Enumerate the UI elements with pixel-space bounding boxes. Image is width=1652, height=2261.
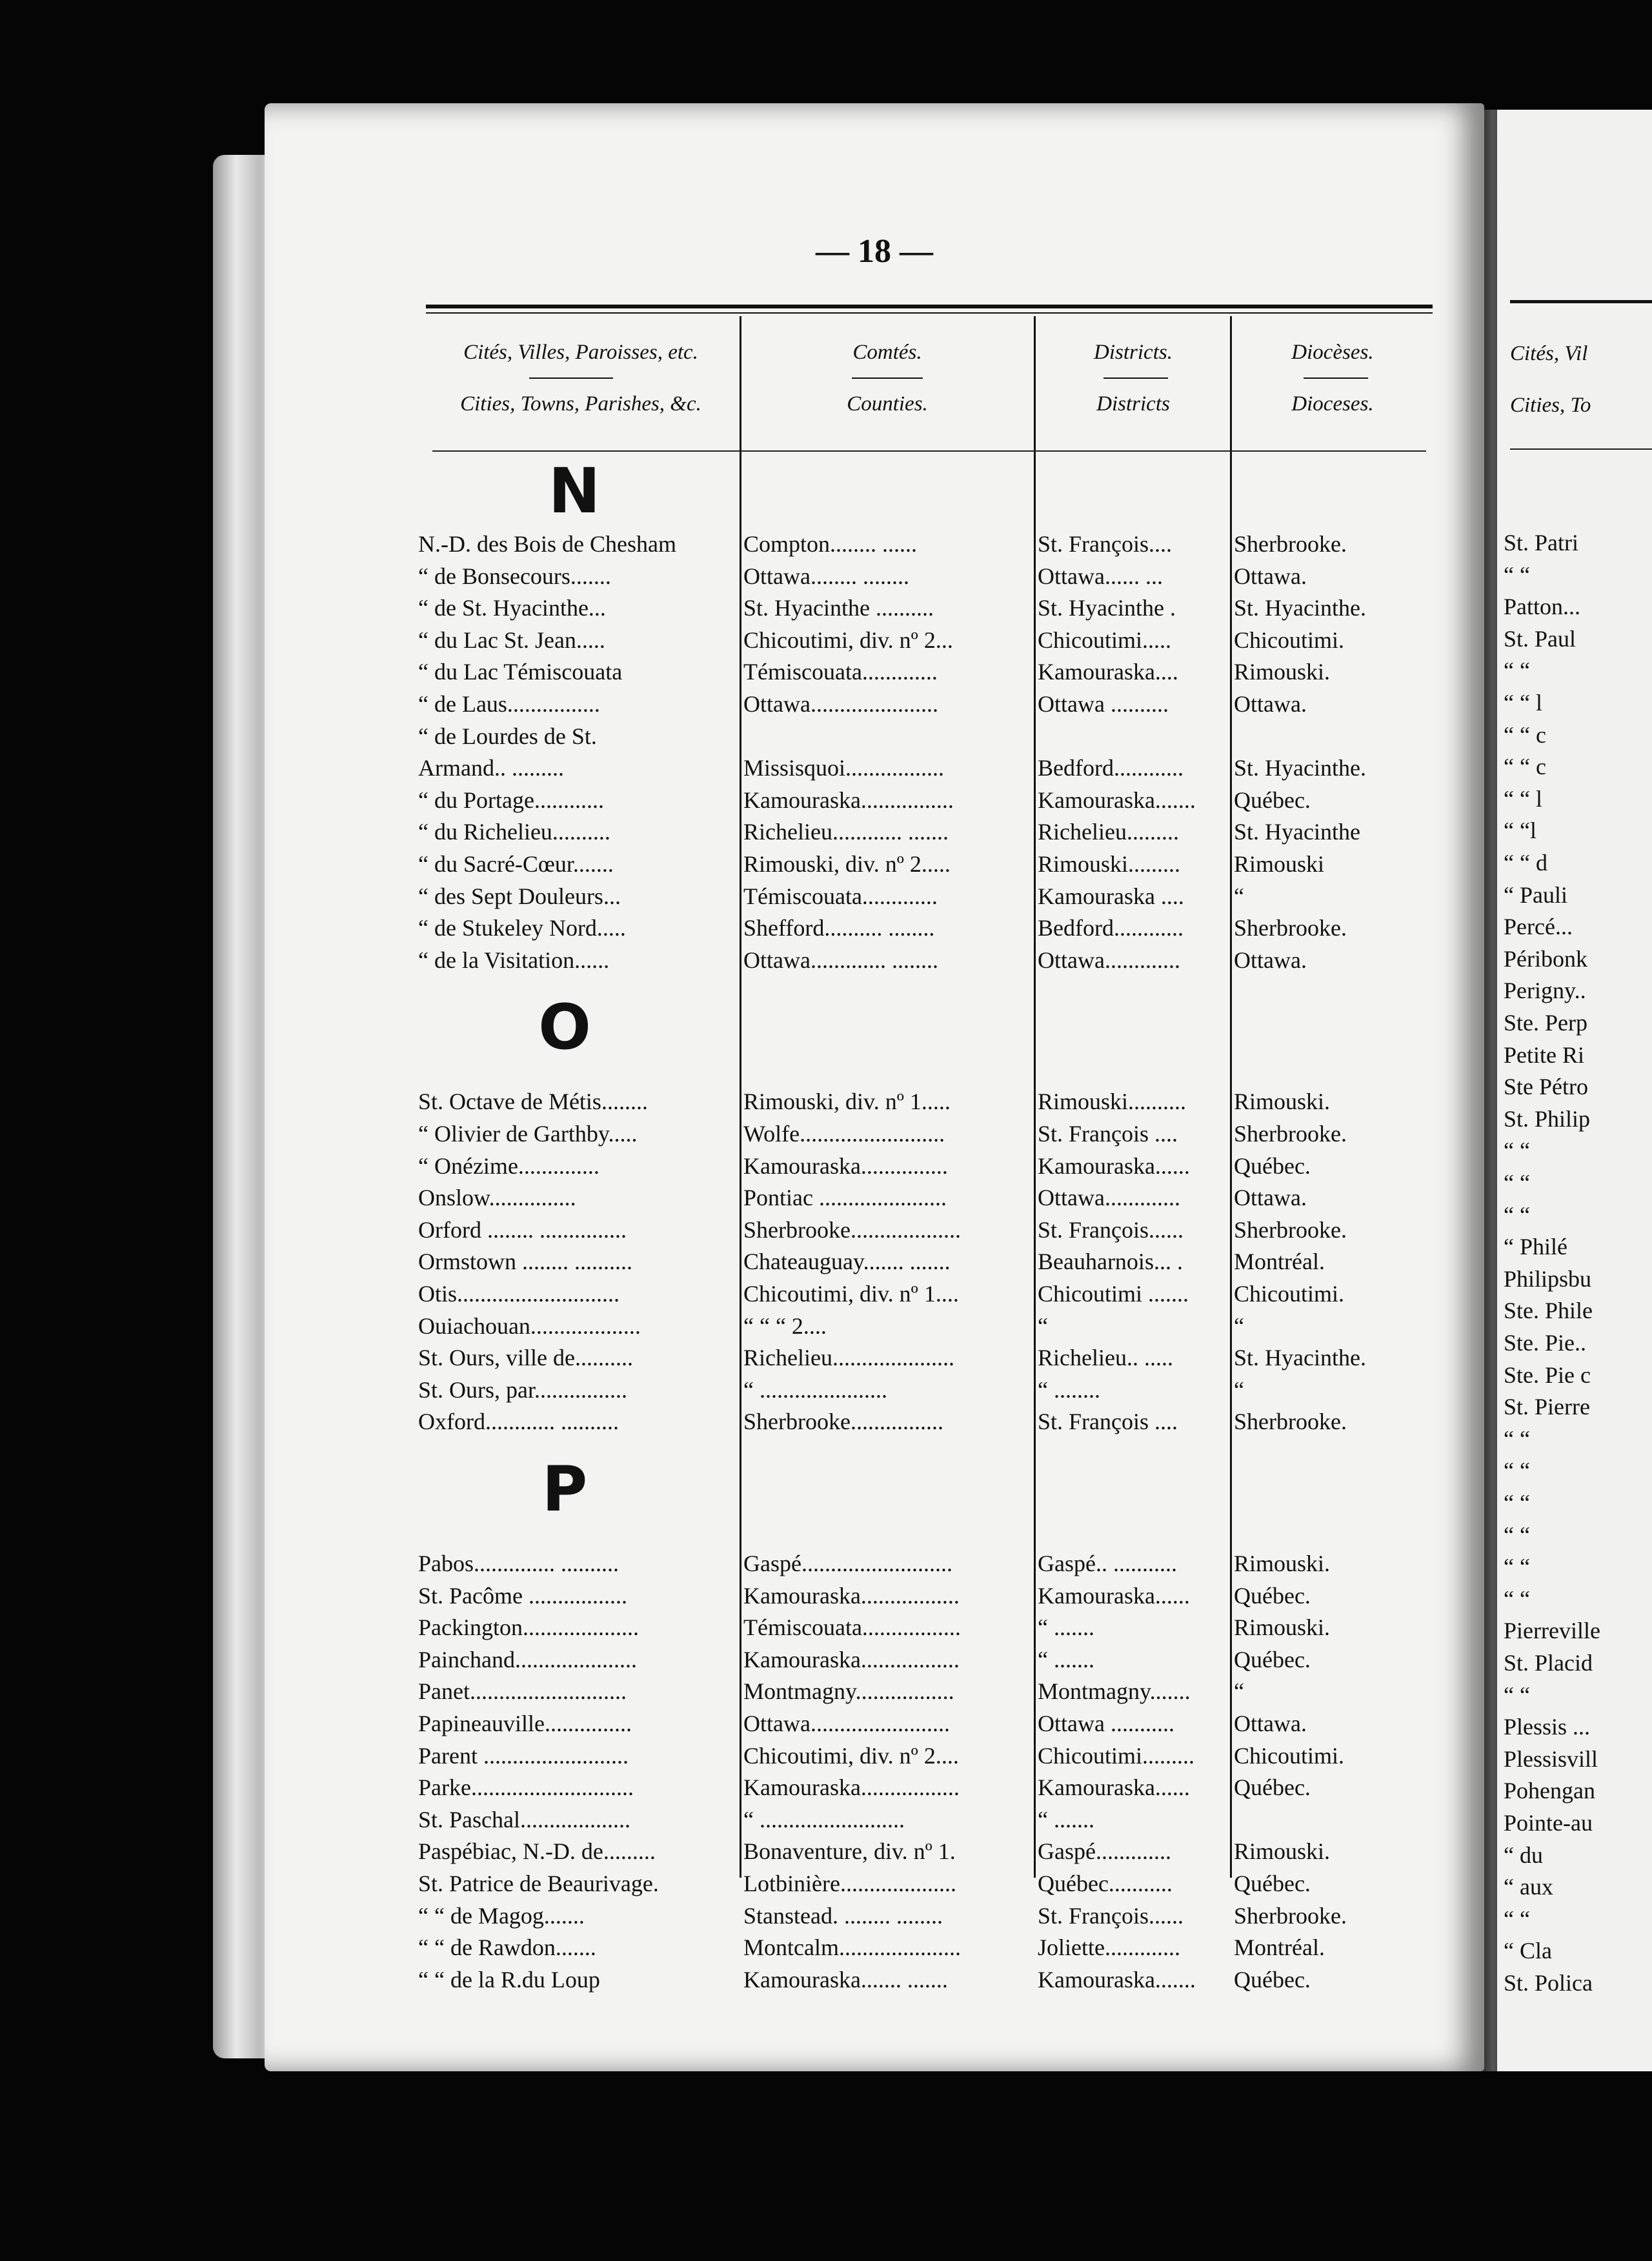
- section-letter: P: [541, 1453, 588, 1525]
- facing-entry: “ Philé: [1504, 1234, 1567, 1260]
- district-cell: Joliette.............: [1038, 1934, 1180, 1961]
- top-rule-thin: [426, 312, 1433, 314]
- district-cell: Chicoutimi.....: [1038, 627, 1171, 653]
- table-row: [265, 1152, 1484, 1185]
- facing-entry: Ste Pétro: [1504, 1074, 1588, 1100]
- district-cell: Rimouski..........: [1038, 1089, 1187, 1115]
- place-cell: Oxford............ ..........: [418, 1409, 619, 1435]
- facing-entry: Ste. Phile: [1504, 1298, 1593, 1324]
- diocese-cell: Sherbrooke.: [1234, 1902, 1347, 1929]
- facing-entry: “ “: [1504, 1905, 1530, 1932]
- county-cell: Rimouski, div. nº 2.....: [743, 851, 951, 877]
- diocese-cell: Rimouski.: [1234, 659, 1331, 685]
- facing-entry: Philipsbu: [1504, 1265, 1592, 1292]
- place-cell: Packington....................: [418, 1614, 639, 1641]
- table-row: [265, 1408, 1484, 1440]
- county-cell: Richelieu............ .......: [743, 819, 949, 845]
- district-cell: Ottawa ..........: [1038, 691, 1169, 717]
- district-cell: Kamouraska.......: [1038, 1966, 1196, 1993]
- district-cell: Ottawa ...........: [1038, 1711, 1174, 1736]
- place-cell: “ du Portage............: [418, 787, 604, 813]
- header-counties-en: Counties.: [847, 392, 928, 416]
- county-cell: Témiscouata.................: [743, 1614, 961, 1641]
- facing-entry: “ “: [1504, 1585, 1530, 1612]
- table-row: [265, 1614, 1484, 1646]
- diocese-cell: Sherbrooke.: [1234, 1409, 1347, 1435]
- district-cell: St. François......: [1038, 1902, 1184, 1929]
- facing-entry: “ “ d: [1504, 850, 1547, 876]
- county-cell: Ottawa......................: [743, 691, 938, 717]
- place-cell: “ “ de Rawdon.......: [418, 1934, 596, 1961]
- table-row: [265, 1312, 1484, 1345]
- section-letter: O: [538, 991, 591, 1064]
- table-row: [265, 1120, 1484, 1152]
- diocese-cell: St. Hyacinthe.: [1234, 1345, 1366, 1371]
- facing-entry: St. Paul: [1504, 625, 1576, 652]
- diocese-cell: Chicoutimi.: [1234, 1281, 1344, 1307]
- table-row: [265, 914, 1484, 947]
- diocese-cell: Ottawa.: [1234, 947, 1307, 973]
- county-cell: Compton........ ......: [743, 531, 918, 557]
- top-rule: [426, 305, 1433, 308]
- diocese-cell: St. Hyacinthe.: [1234, 595, 1366, 621]
- facing-entry: St. Patri: [1504, 530, 1579, 556]
- facing-entry: Plessis ...: [1504, 1714, 1591, 1740]
- page-number: — 18 —: [816, 233, 933, 270]
- district-cell: Ottawa.............: [1038, 1185, 1180, 1211]
- county-cell: Chicoutimi, div. nº 2....: [743, 1742, 959, 1769]
- facing-entry: St. Pierre: [1504, 1394, 1590, 1420]
- district-cell: Chicoutimi .......: [1038, 1281, 1189, 1307]
- table-row: [265, 1774, 1484, 1806]
- table-row: [265, 1870, 1484, 1902]
- facing-entry: “ Pauli: [1504, 881, 1567, 908]
- table-row: [265, 563, 1484, 595]
- table-row: [265, 530, 1484, 563]
- table-row: [265, 627, 1484, 659]
- table-row: [265, 818, 1484, 850]
- header-dash: [1103, 377, 1168, 379]
- section-letter: N: [548, 455, 601, 527]
- diocese-cell: Rimouski.: [1234, 1838, 1331, 1865]
- header-places-en: Cities, Towns, Parishes, &c.: [460, 392, 701, 416]
- district-cell: Kamouraska....: [1038, 659, 1178, 685]
- facing-entry: “ du: [1504, 1842, 1543, 1868]
- table-row: [265, 1710, 1484, 1742]
- facing-header-en: Cities, To: [1510, 394, 1591, 417]
- table-row: [265, 1838, 1484, 1870]
- diocese-cell: Québec.: [1234, 1774, 1311, 1801]
- district-cell: Rimouski.........: [1038, 851, 1181, 877]
- facing-entry: Ste. Pie c: [1504, 1362, 1591, 1388]
- district-cell: “ ........: [1038, 1376, 1100, 1403]
- district-cell: Montmagny.......: [1038, 1678, 1191, 1705]
- place-cell: “ “ de la R.du Loup: [418, 1966, 600, 1993]
- facing-entry: Ste. Perp: [1504, 1010, 1587, 1036]
- place-cell: “ de Bonsecours.......: [418, 563, 611, 589]
- diocese-cell: “: [1234, 883, 1244, 909]
- place-cell: St. Paschal...................: [418, 1806, 630, 1833]
- place-cell: “ de Lourdes de St.: [418, 723, 597, 749]
- district-cell: “ .......: [1038, 1614, 1094, 1641]
- table-row: [265, 1934, 1484, 1966]
- place-cell: “ de la Visitation......: [418, 947, 610, 973]
- table-row: [265, 1376, 1484, 1409]
- county-cell: Chicoutimi, div. nº 1....: [743, 1281, 959, 1307]
- district-cell: Richelieu.. .....: [1038, 1345, 1173, 1371]
- place-cell: Parke............................: [418, 1774, 634, 1801]
- place-cell: “ du Sacré-Cœur.......: [418, 851, 614, 877]
- place-cell: “ du Lac Témiscouata: [418, 659, 623, 685]
- diocese-cell: Sherbrooke.: [1234, 915, 1347, 941]
- county-cell: Kamouraska................: [743, 787, 954, 813]
- district-cell: Kamouraska ....: [1038, 883, 1184, 909]
- place-cell: “ Olivier de Garthby.....: [418, 1121, 638, 1147]
- table-row: [265, 850, 1484, 883]
- diocese-cell: Québec.: [1234, 1582, 1311, 1609]
- county-cell: Ottawa........................: [743, 1711, 950, 1736]
- county-cell: Montcalm.....................: [743, 1934, 961, 1961]
- district-cell: Chicoutimi.........: [1038, 1742, 1194, 1769]
- place-cell: St. Ours, par................: [418, 1376, 627, 1403]
- facing-entry: “ “: [1504, 1458, 1530, 1484]
- place-cell: “ de Stukeley Nord.....: [418, 915, 626, 941]
- diocese-cell: Sherbrooke.: [1234, 1121, 1347, 1147]
- facing-entry: “ “: [1504, 561, 1530, 588]
- facing-entry: “ “: [1504, 1201, 1530, 1228]
- place-cell: Paspébiac, N.-D. de.........: [418, 1838, 656, 1865]
- facing-entry: “ “: [1504, 1682, 1530, 1708]
- header-places-fr: Cités, Villes, Paroisses, etc.: [463, 341, 698, 364]
- district-cell: Kamouraska......: [1038, 1152, 1190, 1179]
- facing-entry: Patton...: [1504, 594, 1581, 620]
- diocese-cell: St. Hyacinthe.: [1234, 755, 1366, 781]
- county-cell: Richelieu.....................: [743, 1345, 954, 1371]
- place-cell: Painchand.....................: [418, 1646, 637, 1673]
- facing-top-rule: [1510, 300, 1652, 303]
- diocese-cell: “: [1234, 1312, 1244, 1339]
- place-cell: Ormstown ........ ..........: [418, 1249, 632, 1275]
- facing-entry: “ “l: [1504, 818, 1536, 844]
- county-cell: Pontiac ......................: [743, 1185, 947, 1211]
- diocese-cell: Montréal.: [1234, 1249, 1325, 1275]
- district-cell: St. François......: [1038, 1216, 1184, 1243]
- diocese-cell: Rimouski: [1234, 851, 1325, 877]
- table-row: [265, 754, 1484, 787]
- diocese-cell: Québec.: [1234, 1646, 1311, 1673]
- diocese-cell: Ottawa.: [1234, 1185, 1307, 1211]
- facing-entry: Petite Ri: [1504, 1041, 1584, 1068]
- county-cell: Gaspé..........................: [743, 1551, 952, 1576]
- header-districts-fr: Districts.: [1094, 341, 1173, 364]
- place-cell: St. Patrice de Beaurivage.: [418, 1871, 659, 1896]
- facing-entry: “ “: [1504, 1490, 1530, 1516]
- diocese-cell: Rimouski.: [1234, 1089, 1331, 1115]
- facing-entry: “ aux: [1504, 1874, 1553, 1900]
- district-cell: Kamouraska......: [1038, 1774, 1190, 1801]
- facing-header-fr: Cités, Vil: [1510, 342, 1588, 365]
- place-cell: Ouiachouan...................: [418, 1312, 641, 1339]
- facing-entry: “ “ c: [1504, 721, 1546, 748]
- diocese-cell: Québec.: [1234, 1871, 1311, 1896]
- facing-entry: St. Placid: [1504, 1650, 1593, 1676]
- place-cell: Parent .........................: [418, 1742, 629, 1769]
- diocese-cell: Ottawa.: [1234, 691, 1307, 717]
- county-cell: Kamouraska.................: [743, 1774, 960, 1801]
- district-cell: Bedford............: [1038, 915, 1184, 941]
- diocese-cell: Québec.: [1234, 1152, 1311, 1179]
- facing-entry: Percé...: [1504, 914, 1573, 940]
- place-cell: St. Ours, ville de..........: [418, 1345, 633, 1371]
- county-cell: Lotbinière....................: [743, 1871, 956, 1896]
- diocese-cell: St. Hyacinthe: [1234, 819, 1360, 845]
- table-row: [265, 690, 1484, 723]
- facing-entry: Perigny..: [1504, 978, 1586, 1004]
- county-cell: “ .........................: [743, 1806, 905, 1833]
- table-row: [265, 658, 1484, 690]
- diocese-cell: “: [1234, 1678, 1244, 1705]
- diocese-cell: Chicoutimi.: [1234, 627, 1344, 653]
- county-cell: “ ......................: [743, 1376, 887, 1403]
- header-counties-fr: Comtés.: [852, 341, 922, 364]
- district-cell: St. François....: [1038, 531, 1173, 557]
- district-cell: Québec...........: [1038, 1871, 1173, 1896]
- place-cell: “ de Laus................: [418, 691, 600, 717]
- district-cell: St. François ....: [1038, 1409, 1178, 1435]
- county-cell: St. Hyacinthe ..........: [743, 595, 934, 621]
- district-cell: Kamouraska......: [1038, 1582, 1190, 1609]
- place-cell: Papineauville...............: [418, 1711, 632, 1736]
- county-cell: Kamouraska...............: [743, 1152, 948, 1179]
- facing-entry: St. Polica: [1504, 1970, 1593, 1996]
- diocese-cell: Sherbrooke.: [1234, 1216, 1347, 1243]
- table-row: [265, 1678, 1484, 1710]
- facing-entry: Ste. Pie..: [1504, 1330, 1587, 1356]
- table-row: [265, 1966, 1484, 1998]
- table-row: [265, 947, 1484, 979]
- facing-entry: “ “ l: [1504, 785, 1542, 812]
- header-dioceses-en: Dioceses.: [1291, 392, 1374, 416]
- table-row: [265, 1216, 1484, 1249]
- facing-entry: Pointe-au: [1504, 1810, 1593, 1836]
- table-row: [265, 594, 1484, 627]
- district-cell: Beauharnois... .: [1038, 1249, 1183, 1275]
- header-dash: [529, 377, 613, 379]
- diocese-cell: Ottawa.: [1234, 1711, 1307, 1736]
- county-cell: Missisquoi.................: [743, 755, 945, 781]
- place-cell: Orford ........ ...............: [418, 1216, 627, 1243]
- place-cell: Otis............................: [418, 1281, 620, 1307]
- county-cell: Sherbrooke................: [743, 1409, 943, 1435]
- county-cell: Kamouraska.................: [743, 1582, 960, 1609]
- county-cell: “ “ “ 2....: [743, 1312, 827, 1339]
- place-cell: “ Onézime..............: [418, 1152, 599, 1179]
- district-cell: St. François ....: [1038, 1121, 1178, 1147]
- place-cell: “ du Lac St. Jean.....: [418, 627, 605, 653]
- district-cell: “ .......: [1038, 1646, 1094, 1673]
- diocese-cell: “: [1234, 1376, 1244, 1403]
- facing-entry: “ “: [1504, 658, 1530, 684]
- county-cell: Bonaventure, div. nº 1.: [743, 1838, 956, 1865]
- county-cell: Sherbrooke...................: [743, 1216, 961, 1243]
- table-row: [265, 1344, 1484, 1376]
- place-cell: Armand.. .........: [418, 755, 564, 781]
- county-cell: Témiscouata.............: [743, 883, 938, 909]
- table-row: [265, 723, 1484, 755]
- county-cell: Montmagny.................: [743, 1678, 954, 1705]
- facing-entry: Pierreville: [1504, 1618, 1600, 1644]
- place-cell: Panet...........................: [418, 1678, 627, 1705]
- diocese-cell: Québec.: [1234, 787, 1311, 813]
- county-cell: Chateauguay....... .......: [743, 1249, 951, 1275]
- place-cell: “ de St. Hyacinthe...: [418, 595, 606, 621]
- district-cell: Gaspé.. ...........: [1038, 1551, 1177, 1576]
- facing-entry: “ Cla: [1504, 1938, 1552, 1964]
- diocese-cell: Chicoutimi.: [1234, 1742, 1344, 1769]
- facing-entry: Pohengan: [1504, 1778, 1595, 1804]
- facing-entry: “ “ l: [1504, 690, 1542, 716]
- table-row: [265, 883, 1484, 915]
- facing-entry: “ “: [1504, 1554, 1530, 1580]
- district-cell: Ottawa.............: [1038, 947, 1180, 973]
- table-row: [265, 787, 1484, 819]
- place-cell: St. Pacôme .................: [418, 1582, 627, 1609]
- facing-entry: St. Philip: [1504, 1105, 1591, 1132]
- county-cell: Témiscouata.............: [743, 659, 938, 685]
- district-cell: Ottawa...... ...: [1038, 563, 1163, 589]
- table-row: [265, 1280, 1484, 1312]
- county-cell: Chicoutimi, div. nº 2...: [743, 627, 953, 653]
- table-row: [265, 1184, 1484, 1216]
- county-cell: Ottawa........ ........: [743, 563, 909, 589]
- header-dash: [852, 377, 923, 379]
- county-cell: Ottawa............. ........: [743, 947, 938, 973]
- diocese-cell: Québec.: [1234, 1966, 1311, 1993]
- place-cell: Onslow...............: [418, 1185, 576, 1211]
- diocese-cell: Rimouski.: [1234, 1614, 1331, 1641]
- district-cell: Bedford............: [1038, 755, 1184, 781]
- county-cell: Stanstead. ........ ........: [743, 1902, 943, 1929]
- facing-entry: “ “: [1504, 1138, 1530, 1164]
- header-bottom-rule: [432, 450, 1426, 452]
- table-row: [265, 1088, 1484, 1120]
- diocese-cell: Montréal.: [1234, 1934, 1325, 1961]
- table-row: [265, 1902, 1484, 1934]
- county-cell: Shefford.......... ........: [743, 915, 935, 941]
- header-dioceses-fr: Diocèses.: [1291, 341, 1374, 364]
- table-row: [265, 1806, 1484, 1838]
- facing-entry: “ “ c: [1504, 754, 1546, 780]
- district-cell: Gaspé.............: [1038, 1838, 1171, 1865]
- table-row: [265, 1582, 1484, 1614]
- header-districts-en: Districts: [1096, 392, 1170, 416]
- district-cell: Kamouraska.......: [1038, 787, 1196, 813]
- place-cell: N.-D. des Bois de Chesham: [418, 531, 676, 557]
- place-cell: “ des Sept Douleurs...: [418, 883, 621, 909]
- district-cell: St. Hyacinthe .: [1038, 595, 1176, 621]
- district-cell: Richelieu.........: [1038, 819, 1179, 845]
- district-cell: “ .......: [1038, 1806, 1094, 1833]
- place-cell: St. Octave de Métis........: [418, 1089, 648, 1115]
- district-cell: “: [1038, 1312, 1048, 1339]
- facing-page: [1497, 110, 1652, 2071]
- table-row: [265, 1550, 1484, 1582]
- place-cell: Pabos.............. ..........: [418, 1551, 620, 1576]
- county-cell: Rimouski, div. nº 1.....: [743, 1089, 951, 1115]
- place-cell: “ “ de Magog.......: [418, 1902, 585, 1929]
- facing-header-rule: [1510, 448, 1652, 450]
- table-row: [265, 1248, 1484, 1280]
- header-dash: [1304, 377, 1368, 379]
- county-cell: Kamouraska.................: [743, 1646, 960, 1673]
- county-cell: Wolfe.........................: [743, 1121, 945, 1147]
- table-row: [265, 1646, 1484, 1678]
- facing-entry: Péribonk: [1504, 945, 1587, 972]
- place-cell: “ du Richelieu..........: [418, 819, 610, 845]
- county-cell: Kamouraska....... .......: [743, 1966, 948, 1993]
- facing-entry: “ “: [1504, 1425, 1530, 1452]
- table-row: [265, 1742, 1484, 1774]
- diocese-cell: Sherbrooke.: [1234, 531, 1347, 557]
- diocese-cell: Ottawa.: [1234, 563, 1307, 589]
- directory-page: [265, 103, 1484, 2071]
- facing-entry: “ “: [1504, 1522, 1530, 1548]
- diocese-cell: Rimouski.: [1234, 1551, 1331, 1576]
- facing-entry: Plessisvill: [1504, 1745, 1598, 1772]
- facing-entry: “ “: [1504, 1170, 1530, 1196]
